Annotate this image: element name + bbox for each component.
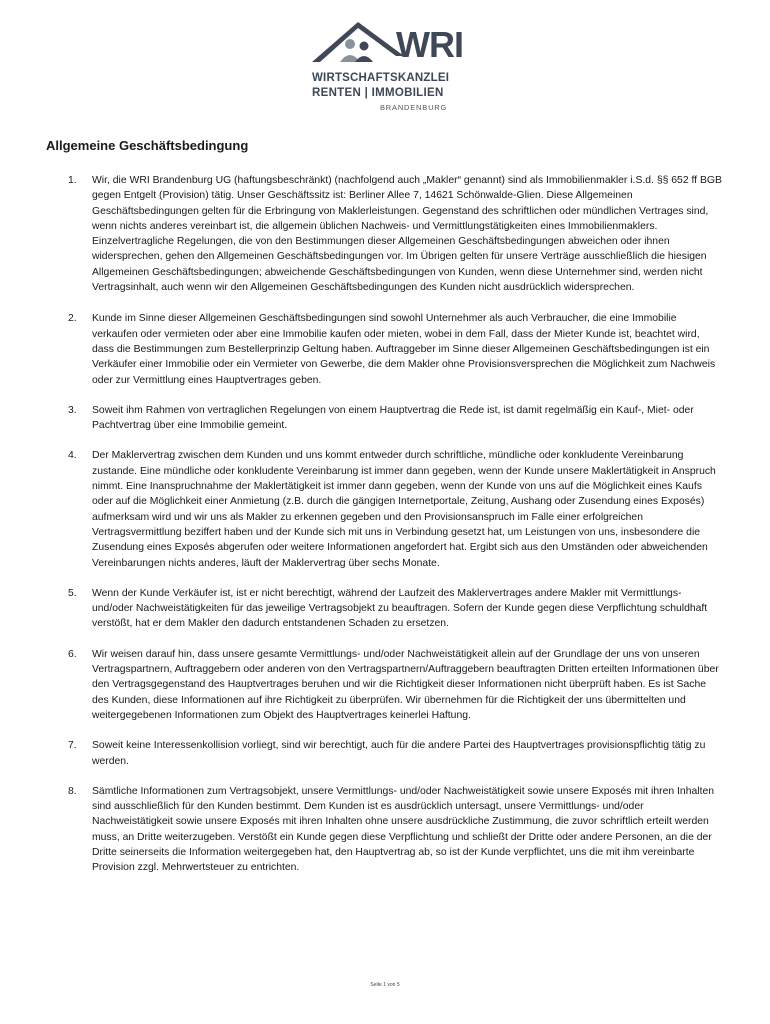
house-people-icon [310,16,410,66]
item-number: 7. [68,740,77,752]
page-footer: Seite 1 von 5 [370,982,400,988]
item-text: Soweit ihm Rahmen von vertraglichen Regelungen von einem Hauptvertrag die Rede ist, ist damit regelmäßig ein Kauf-, Miet- oder Pachtvertrag über eine Immobilie gemeint. [92,404,694,432]
logo-line-3: BRANDENBURG [380,103,448,112]
item-number: 6. [68,648,77,660]
logo-line-1: WIRTSCHAFTSKANZLEI [312,72,450,84]
list-item [62,647,724,723]
item-number: 2. [68,313,77,325]
item-text: Wenn der Kunde Verkäufer ist, ist er nicht berechtigt, während der Laufzeit des Maklervertrages andere Makler mit Vermittlungs- und/oder Nachweistätigkeiten für das jeweilige Vertragsobjekt zu beauftragen. Sofern der Kunde gegen diese Verpflichtung schuldhaft verstößt, hat er dem Makler den dadurch entstandenen Schaden zu ersetzen. [92,587,708,630]
item-text: Soweit keine Interessenkollision vorliegt, sind wir berechtigt, auch für die andere Partei des Hauptvertrages provisionspflichtig tätig zu werden. [92,740,706,767]
item-number: 3. [68,404,77,416]
list-item [62,738,724,769]
item-text: Der Maklervertrag zwischen dem Kunden und uns kommt entweder durch schriftliche, mündliche oder konkludente Vereinbarung zustande. Eine mündliche oder konkludente Vereinbarung ist immer dann gegeben, wenn der Kunde unsere Maklertätigkeit in Anspruch nimmt. Eine Inanspruchnahme der Maklertätigkeit ist immer dann gegeben, wenn der Kunde von uns auf die Möglichkeit eines Kaufs oder auf die Möglichkeit einer Anmietung (z.B. durch die gängigen Internetportale, Zeitung, Aushang oder Zusendung eines Exposés) aufmerksam wird und wir uns als Makler zu erkennen gegeben und den Provisionsanspruch im Falle einer erfolgreichen Vertragsvermittlung beziffert haben und der Kunde sich mit uns in Verbindung gesetzt hat, um Leistungen von uns, insbesondere die Zusendung eines Exposés abgerufen oder weitere Informationen angefordert hat. Ergibt sich aus den Umständen oder abweichenden Vereinbarungen nichts anderes, läuft der Maklervertrag über sechs Monate. [92,450,716,569]
item-number: 1. [68,175,77,186]
list-item [62,173,724,295]
list-item [62,448,724,570]
company-logo [300,16,480,116]
list-item [62,311,724,387]
terms-list [62,173,724,876]
page-title: Allgemeine Geschäftsbedingung [46,138,249,153]
logo-line-2: RENTEN | IMMOBILIEN [312,87,444,99]
item-number: 4. [68,450,77,462]
item-number: 5. [68,587,77,599]
list-item [62,784,724,876]
logo-wordmark: WRI [396,24,463,65]
item-number: 8. [68,785,77,797]
item-text: Wir weisen darauf hin, dass unsere gesamte Vermittlungs- und/oder Nachweistätigkeit allein auf der Grundlage der uns von unseren Vertragspartnern, Auftraggebern oder anderen von den Vertragspartnern/Auftraggebern beauftragten Dritten erteilten Informationen über den Vertragsgegenstand des Hauptvertrages beruhen und wir die Richtigkeit dieser Informationen nicht überprüft haben. Es ist Sache des Kunden, diese Informationen auf ihre Richtigkeit zu überprüfen. Wir übernehmen für die Richtigkeit der uns übermittelten und weitergegebenen Informationen zum Objekt des Hauptvertrages keinerlei Haftung. [92,648,719,721]
list-item [62,586,724,632]
list-item [62,403,724,434]
item-text: Kunde im Sinne dieser Allgemeinen Geschäftsbedingungen sind sowohl Unternehmer als auch Verbraucher, die eine Immobilie verkaufen oder vermieten oder aber eine Immobilie kaufen oder mieten, wobei in dem Fall, dass der Mieter Kunde ist, beachtet wird, dass die Bestimmungen zum Bestellerprinzip Geltung haben. Auftraggeber im Sinne dieser Allgemeinen Geschäftsbedingungen ist ein Verkäufer einer Immobilie oder ein Vermieter von Gewerbe, die dem Makler ohne Provisionsversprechen die Möglichkeit zum Nachweis oder zur Vermittlung eines Hauptvertrages geben. [92,313,716,386]
item-text: Wir, die WRI Brandenburg UG (haftungsbeschränkt) (nachfolgend auch „Makler“ genannt) sind als Immobilienmakler i.S.d. §§ 652 ff BGB gegen Entgelt (Provision) tätig. Unser Geschäftssitz ist: Berliner Allee 7, 14621 Schönwalde-Glien. Diese Allgemeinen Geschäftsbedingungen gelten für die Erbringung von Maklerleistungen. Gegenstand des schriftlichen oder mündlichen Vertrages sind, wenn nichts anderes vereinbart ist, die allgemein üblichen Nachweis- und Vermittlungstätigkeiten eines Immobilienmaklers. Einzelvertragliche Regelungen, die von den Bestimmungen dieser Allgemeinen Geschäftsbedingungen abweichen oder ihnen widersprechen, gehen den Allgemeinen Geschäftsbedingungen vor. Im Übrigen gelten für unsere Verträge ausschließlich die hiesigen Allgemeinen Geschäftsbedingungen; abweichende Geschäftsbedingungen von Kunden, wenn diese Unternehmer sind, werden nicht Vertragsinhalt, auch wenn wir den Allgemeinen Geschäftsbedingungen des Kunden nicht ausdrücklich widersprechen. [92,175,722,294]
item-text: Sämtliche Informationen zum Vertragsobjekt, unsere Vermittlungs- und/oder Nachweistätigkeit sowie unsere Exposés mit ihren Inhalten sind ausschließlich für den Kunden bestimmt. Dem Kunden ist es ausdrücklich untersagt, unsere Vermittlungs- und/oder Nachweistätigkeit sowie unsere Exposés mit ihren Inhalten ohne unsere ausdrückliche Zustimmung, die zuvor schriftlich erteilt werden muss, an Dritte weiterzugeben. Verstößt ein Kunde gegen diese Verpflichtung und schließt der Dritte oder andere Personen, an die der Dritte seinerseits die Information weitergegeben hat, den Hauptvertrag ab, so ist der Kunde verpflichtet, uns die mit ihm vereinbarte Provision zzgl. Mehrwertsteuer zu entrichten. [92,785,715,874]
